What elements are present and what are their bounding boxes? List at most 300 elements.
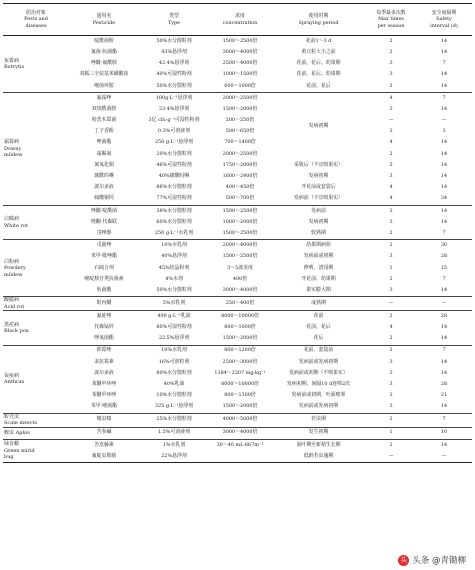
disease-name-line: mildew	[4, 152, 23, 159]
period-cell: 发病初期	[308, 173, 329, 180]
type-cell: 43%悬浮剂	[161, 48, 187, 55]
pesticide-cell: 烯酰吗啉	[94, 173, 114, 180]
concentration-cell: 1000～2000倍	[222, 218, 258, 225]
interval-cell: 15	[440, 264, 448, 271]
table-row	[3, 297, 472, 311]
period-cell: 低龄若虫盛期	[303, 452, 334, 459]
table-row	[3, 171, 472, 182]
column-header-line: 使用时期	[308, 13, 329, 20]
max-times-cell: 2	[366, 36, 416, 48]
table-row	[3, 36, 472, 48]
pesticide-cell: 噻虫嗪	[69, 413, 139, 427]
disease-name-line: 白粉病	[4, 258, 20, 265]
table-row	[3, 322, 472, 333]
disease-cell	[3, 427, 69, 439]
pesticide-cell: 氟菌·肟菌酯	[90, 48, 117, 55]
concentration-cell: 1000～1500倍	[222, 71, 258, 78]
disease-name-line: 酸腐病	[4, 297, 20, 304]
period-cell: 果实膨大期	[306, 286, 331, 293]
max-times-cell: 3	[389, 286, 393, 293]
max-times-cell: 2	[389, 275, 393, 282]
disease-name-line: 灰霉病	[4, 57, 20, 64]
pesticide-cell: 氟硅唑	[69, 311, 139, 323]
concentration-cell: 400倍	[232, 275, 248, 282]
interval-cell: —	[441, 452, 447, 459]
concentration-cell	[209, 451, 271, 463]
disease-name-line: Acid rot	[4, 303, 25, 310]
max-times-cell: 3	[389, 105, 393, 112]
pesticide-cell: 戊菌唑	[69, 240, 139, 252]
interval-cell: 14	[416, 36, 472, 48]
table-row	[3, 439, 472, 451]
pesticide-cell: 硫酸铜钙	[94, 195, 114, 202]
pesticide-cell: 哈茨木霉菌	[91, 117, 117, 124]
type-cell: 100g·L⁻¹悬浮剂	[139, 92, 209, 104]
type-cell: 0.3%可溶液剂	[158, 128, 190, 135]
concentration-cell: 1500～2500倍	[209, 36, 271, 48]
max-times-cell: 3	[389, 173, 393, 180]
table-row	[3, 127, 472, 138]
concentration-cell: 8000～10000倍	[221, 381, 259, 388]
period-cell: 发病前或初期，叶面喷雾	[291, 392, 346, 399]
concentration-cell: 1500～2000倍	[222, 335, 258, 342]
pesticide-cell: 肟菌酯	[96, 286, 112, 293]
type-cell: 42.4%悬浮剂	[158, 60, 190, 67]
interval-cell: 14	[440, 161, 448, 168]
interval-cell: 7	[442, 275, 446, 282]
table-row	[3, 451, 472, 463]
interval-cell: 7	[442, 229, 446, 236]
pesticide-cell: 啶酰菌胺	[69, 36, 139, 48]
period-cell: 发病前或发病初期	[298, 403, 339, 410]
column-header-line: concentration	[222, 19, 258, 26]
table-row	[3, 345, 472, 357]
type-cell: 50%水分散粒剂	[156, 82, 192, 89]
max-times-cell: 3	[389, 253, 393, 260]
period-cell: 发病前或发病初期	[298, 358, 339, 365]
max-times-cell: 2	[389, 82, 393, 89]
interval-cell: 14	[440, 358, 448, 365]
interval-cell: 28	[440, 253, 448, 260]
table-row	[3, 240, 472, 252]
disease-name-line: 霜霉病	[4, 139, 20, 146]
concentration-cell: 500～650倍	[225, 128, 255, 135]
interval-cell: 28	[416, 311, 472, 323]
type-cell: 1%水乳剂	[139, 439, 209, 451]
max-times-cell: 2	[366, 311, 416, 323]
interval-cell: 14	[440, 403, 448, 410]
pesticide-cell: 唑醚·啶酰菌	[69, 205, 139, 217]
table-row	[3, 92, 472, 104]
table-row	[3, 402, 472, 414]
interval-cell: 3	[442, 128, 446, 135]
type-cell: 10%水分散粒剂	[156, 392, 192, 399]
interval-cell: 14	[440, 369, 448, 376]
table-row	[3, 334, 472, 346]
table-row	[3, 274, 472, 285]
max-times-cell: 2	[366, 345, 416, 357]
column-header-line: 安全间隔期	[431, 10, 457, 17]
pesticide-cell: 氰氧化铜	[94, 161, 114, 168]
max-times-cell: 3	[389, 60, 393, 67]
interval-cell: 14	[440, 324, 448, 331]
type-cell: 50%水分散粒剂	[139, 36, 209, 48]
column-header	[139, 4, 209, 36]
disease-cell	[3, 345, 69, 413]
concentration-cell: 3～5波美度	[227, 264, 253, 271]
column-header	[3, 4, 69, 36]
max-times-cell: 2	[366, 439, 416, 451]
period-cell: 发病前或初期	[303, 253, 334, 260]
max-times-cell: 3	[366, 205, 416, 217]
column-header	[69, 4, 139, 36]
interval-cell: 14	[440, 150, 448, 157]
concentration-cell: 1500～2000倍	[222, 403, 258, 410]
table-row	[3, 357, 472, 368]
period-cell: 黄豆粒大小之前	[301, 48, 336, 55]
pesticide-cell: 苦皮藤素	[69, 439, 139, 451]
period-cell: 幼果期病始	[271, 240, 366, 252]
disease-name-line: 黑痘病	[4, 321, 20, 328]
table-row	[3, 413, 472, 427]
max-times-cell: 3	[389, 128, 393, 135]
max-times-cell: 3	[389, 71, 393, 78]
table-row	[3, 311, 472, 323]
max-times-cell: 4	[389, 195, 393, 202]
disease-name-line: Anthrax	[4, 379, 25, 386]
period-cell: 花前、花后	[306, 324, 331, 331]
interval-cell: 7	[442, 60, 446, 67]
disease-name-line: Botrytis	[4, 63, 25, 70]
type-cell: 40%乳油	[163, 381, 185, 388]
max-times-cell: 3	[389, 381, 393, 388]
pesticide-cell: 吡丙醚	[69, 297, 139, 311]
disease-cell	[3, 205, 69, 240]
concentration-cell: 30～40 mL·667m⁻²	[209, 439, 271, 451]
max-times-cell: 2	[389, 48, 393, 55]
disease-name-line: mildew	[4, 271, 23, 278]
type-cell: 10%水乳剂	[139, 240, 209, 252]
table-row	[3, 368, 472, 379]
period-cell: 花前、花后、幼果期	[296, 60, 341, 67]
type-cell: 50%水分散粒剂	[156, 286, 192, 293]
disease-cell	[3, 240, 69, 297]
type-cell: 60%水分散粒剂	[156, 218, 192, 225]
disease-cell	[3, 311, 69, 346]
disease-name-line: 绿盲蝽	[4, 441, 20, 448]
type-cell: 10%水乳剂	[139, 345, 209, 357]
interval-cell: 30	[416, 240, 472, 252]
interval-cell: —	[441, 117, 447, 124]
max-times-cell: 3	[389, 403, 393, 410]
type-cell: 23.4%悬浮剂	[158, 105, 190, 112]
concentration-cell: 200～250倍	[225, 117, 255, 124]
type-cell: 40%悬浮剂	[161, 253, 187, 260]
column-header-line: Spraying period	[298, 19, 339, 26]
table-row	[3, 138, 472, 149]
max-times-cell: —	[388, 117, 394, 124]
column-header	[209, 4, 271, 36]
concentration-cell: 1500～2500倍	[222, 229, 258, 236]
column-header	[271, 4, 366, 36]
disease-name-line: Black pox	[4, 327, 29, 334]
concentration-cell: 1500～2000倍	[222, 105, 258, 112]
disease-name-line: White rot	[4, 222, 28, 229]
type-cell: 40%烯酸吗啉	[158, 173, 190, 180]
column-header-line: Safety	[436, 16, 452, 23]
disease-name-line: 蚜虫 Aphis	[4, 430, 30, 437]
type-cell: 400 g·L⁻¹乳油	[139, 311, 209, 323]
disease-name-line: Green mirid	[4, 447, 35, 454]
pesticide-cell: 喹酮·代森联	[90, 218, 117, 225]
table-row	[3, 194, 472, 206]
interval-cell: 10	[416, 427, 472, 439]
period-cell: 修剪、清园期	[303, 264, 334, 271]
interval-cell: 14	[440, 48, 448, 55]
interval-cell: 14	[440, 286, 448, 293]
max-times-cell: —	[388, 452, 394, 459]
pesticide-cell: 苦参碱	[69, 427, 139, 439]
disease-cell	[3, 439, 69, 462]
pesticide-table	[3, 3, 472, 463]
table-row	[3, 47, 472, 58]
max-times-cell: 3	[389, 218, 393, 225]
type-cell: 80%水分散粒剂	[156, 369, 192, 376]
max-times-cell: 4	[389, 184, 393, 191]
concentration-cell: 800～1000倍	[224, 324, 256, 331]
concentration-cell: 2000～2500倍	[209, 92, 271, 104]
pesticide-cell: 多抗霉素	[94, 358, 114, 365]
table-row	[3, 427, 472, 439]
type-cell: 250 g·L⁻¹悬浮剂	[154, 139, 194, 146]
table-row	[3, 228, 472, 240]
max-times-cell: 2	[366, 240, 416, 252]
interval-cell: 14	[416, 205, 472, 217]
pesticide-cell: 唑醚·氟酰胺	[90, 60, 117, 67]
interval-cell: 7	[416, 345, 472, 357]
type-cell: 45%结晶粉剂	[158, 264, 190, 271]
type-cell: 16%可溶粒剂	[158, 358, 190, 365]
max-times-cell: 2	[366, 413, 416, 427]
max-times-cell: 4	[389, 139, 393, 146]
pesticide-cell: 氟霜唑	[69, 92, 139, 104]
type-cell: 4%水剂	[165, 275, 183, 282]
table-row	[3, 263, 472, 274]
interval-cell: 14	[440, 335, 448, 342]
period-cell: 发病前	[271, 205, 366, 217]
pesticide-cell: 苯甲·吡唑酯	[90, 253, 117, 260]
max-times-cell: 5	[389, 161, 393, 168]
type-cell: 3亿 cfu·g⁻¹可湿性粉剂	[148, 117, 200, 124]
period-cell: 发生初期	[271, 427, 366, 439]
concentration-cell: 3000～4000倍	[209, 427, 271, 439]
period-cell: 花前、花后、幼果期	[296, 71, 341, 78]
table-row	[3, 58, 472, 69]
disease-name-line: 炭疽病	[4, 372, 20, 379]
watermark-logo-icon: 头	[400, 555, 408, 564]
concentration-cell: 3000～4000倍	[222, 286, 258, 293]
column-header-line: Pests and	[24, 16, 48, 23]
type-cell: 5%水乳剂	[139, 297, 209, 311]
interval-cell: 14	[440, 173, 448, 180]
concentration-cell: 2500～3000倍	[222, 358, 258, 365]
watermark-text: 头条 @青锄柳	[412, 556, 466, 566]
pesticide-cell: 双胍三辛烷基苯磺酸盐	[79, 71, 129, 78]
interval-cell: 7	[416, 92, 472, 104]
table-row	[3, 205, 472, 217]
concentration-cell: 1384～2307 mg·kg⁻¹	[214, 369, 266, 376]
concentration-cell: 3000～4000倍	[222, 48, 258, 55]
type-cell: 22.5%悬浮剂	[158, 335, 190, 342]
period-cell: 软熟期	[311, 229, 326, 236]
period-cell: 发病前或初期（不喷果实）	[289, 369, 348, 376]
period-cell: 若虫期	[271, 413, 366, 427]
interval-cell: 7	[416, 413, 472, 427]
max-times-cell: 4	[389, 324, 393, 331]
pesticide-cell: 丁子香酚	[94, 128, 114, 135]
table-row	[3, 70, 472, 81]
column-header	[366, 4, 416, 36]
column-header-line: 通用名	[96, 13, 112, 20]
table-row	[3, 115, 472, 126]
table-header	[3, 4, 472, 36]
max-times-cell: 3	[389, 392, 393, 399]
table-row	[3, 379, 472, 390]
max-times-cell: 2	[389, 335, 393, 342]
interval-cell: 14	[440, 71, 448, 78]
pesticide-cell: 苯醚甲环唑	[91, 392, 117, 399]
period-cell: 花前、花后	[306, 82, 331, 89]
concentration-cell: 250～400倍	[209, 297, 271, 311]
period-cell: 发病初期	[308, 218, 329, 225]
column-header-line: 浓度	[235, 13, 245, 20]
pesticide-cell: 霜脲氰	[96, 150, 112, 157]
period-cell: 开花前、幼果期	[301, 275, 336, 282]
pesticide-cell: 双炔酰菌胺	[91, 105, 117, 112]
interval-cell: —	[416, 297, 472, 311]
period-cell: 成熟期	[271, 297, 366, 311]
pesticide-cell: 石硫合剂	[94, 264, 114, 271]
disease-name-line: bug	[4, 454, 14, 461]
column-header-line: 防治对象	[26, 10, 46, 17]
type-cell: 40%可湿性粉剂	[156, 71, 192, 78]
disease-cell	[3, 36, 69, 93]
column-header-line: interval (d)	[430, 22, 458, 29]
interval-cell: 14	[440, 184, 448, 191]
type-cell: 46%可湿性粉剂	[156, 161, 192, 168]
max-times-cell: 1	[389, 264, 393, 271]
period-cell: 花前1～3 d	[271, 36, 366, 48]
disease-name-line: Scale insects	[4, 420, 38, 427]
pesticide-cell: 戊唑醇	[96, 229, 112, 236]
concentration-cell: 8000～10000倍	[209, 311, 271, 323]
interval-cell: 14	[440, 82, 448, 89]
column-header-line: diseases	[25, 22, 47, 29]
max-times-cell: 2	[389, 150, 393, 157]
disease-cell	[3, 297, 69, 311]
disease-cell	[3, 413, 69, 427]
pesticide-cell: 代森锰锌	[94, 324, 114, 331]
type-cell: 80%可湿性粉剂	[156, 324, 192, 331]
concentration-cell: 4000～5000倍	[209, 413, 271, 427]
concentration-cell: 1500～2500倍	[222, 253, 258, 260]
concentration-cell: 1750～2000倍	[222, 161, 258, 168]
type-cell: 20%水分散粒剂	[156, 150, 192, 157]
max-times-cell: 1	[366, 427, 416, 439]
period-cell: 花前、套袋前	[271, 345, 366, 357]
column-header-line: Pesticide	[92, 19, 116, 26]
column-header-line: Type	[167, 19, 181, 26]
concentration-cell: 2000～4000倍	[209, 240, 271, 252]
table-row	[3, 160, 472, 171]
pesticide-cell: 波尔多液	[94, 184, 114, 191]
period-cell: 发病初期	[271, 92, 366, 160]
interval-cell: 14	[440, 218, 448, 225]
pesticide-cell: 嘧啶核苷类抗菌素	[84, 275, 124, 282]
pesticide-cell: 苯甲·嘧菌酯	[90, 403, 117, 410]
table-row	[3, 390, 472, 401]
disease-name-line: 白腐病	[4, 216, 20, 223]
period-cell: 采收后（不宜喷果实）	[294, 161, 343, 168]
pesticide-cell: 苯醚甲环唑	[91, 381, 117, 388]
interval-cell: 28	[440, 381, 448, 388]
concentration-cell: 2000～2500倍	[222, 150, 258, 157]
pesticide-cell: 抑霉唑	[69, 345, 139, 357]
watermark	[395, 553, 469, 567]
pesticide-cell: 嘧菌环胺	[94, 82, 114, 89]
pesticide-cell: 氟啶虫胺腈	[91, 452, 117, 459]
period-cell: 花前	[271, 311, 366, 323]
type-cell: 86%水分散粒剂	[156, 184, 192, 191]
concentration-cell: 400～450倍	[225, 184, 255, 191]
table-row	[3, 217, 472, 228]
type-cell: 25%水分散粒剂	[139, 413, 209, 427]
pesticide-cell: 波尔多液	[94, 369, 114, 376]
column-header-line: per season	[377, 22, 405, 29]
table-row	[3, 81, 472, 93]
concentration-cell: 1600～2400倍	[222, 173, 258, 180]
interval-cell: 21	[440, 392, 448, 399]
period-cell: 花后	[313, 335, 324, 342]
concentration-cell: 1500～2500倍	[209, 205, 271, 217]
concentration-cell: 2500～4000倍	[222, 60, 258, 67]
period-cell: 开花前或套袋后	[301, 184, 336, 191]
type-cell: 38%水分散粒剂	[139, 205, 209, 217]
max-times-cell: 3	[389, 358, 393, 365]
concentration-cell: 800～1300倍	[224, 392, 256, 399]
max-times-cell: —	[366, 297, 416, 311]
max-times-cell: 3	[389, 369, 393, 376]
period-cell: 展叶期至新梢生长期	[271, 439, 366, 451]
interval-cell: 14	[440, 105, 448, 112]
interval-cell: 14	[416, 439, 472, 451]
concentration-cell: 600～1000倍	[224, 82, 256, 89]
interval-cell: 34	[440, 195, 448, 202]
column-header-line: 类型	[169, 13, 179, 20]
type-cell: 77%可湿性粉剂	[156, 195, 192, 202]
concentration-cell: 500～700倍	[225, 195, 255, 202]
max-times-cell: 2	[389, 229, 393, 236]
table-row	[3, 149, 472, 160]
table-row	[3, 104, 472, 115]
interval-cell: 14	[440, 139, 448, 146]
period-cell: 发病初期，间隔10 d连喷2次	[287, 381, 350, 388]
table-body	[3, 36, 472, 463]
disease-cell	[3, 92, 69, 205]
disease-name-line: Powdery	[4, 265, 26, 272]
column-header	[416, 4, 472, 36]
type-cell: 325 g·L⁻¹悬浮剂	[154, 403, 194, 410]
